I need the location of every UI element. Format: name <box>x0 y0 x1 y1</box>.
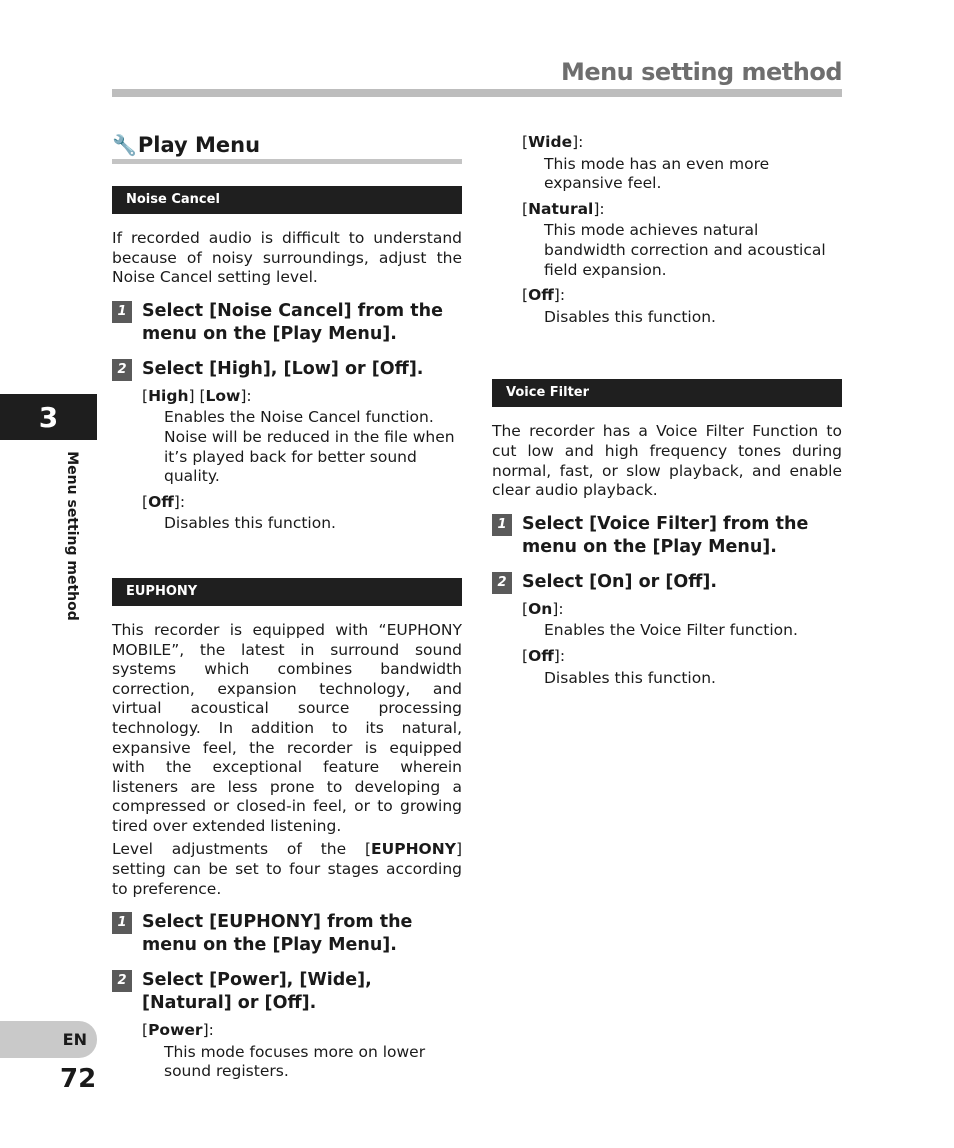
header-rule <box>112 89 842 97</box>
step-text: Select [Power], [Wide], [Natural] or [Off]. <box>142 970 372 1014</box>
page-number: 72 <box>60 1064 97 1094</box>
noise-cancel-step-1 <box>112 300 462 346</box>
step-text: Select [Noise Cancel] from the menu on the [Play Menu]. <box>142 300 443 344</box>
option-label-power: [Power]: <box>142 1021 214 1040</box>
step-number: 1 <box>112 912 132 934</box>
option-desc-power: This mode focuses more on lower sound registers. <box>164 1042 426 1081</box>
option-desc-off-vf: Disables this function. <box>544 668 716 687</box>
page-header-title: Menu setting method <box>560 58 842 86</box>
step-number: 2 <box>492 572 512 594</box>
voice-filter-intro: The recorder has a Voice Filter Function to cut low and high frequency tones during normal, fast, or slow playback, and enable clear audio playback. <box>492 422 842 500</box>
voice-filter-section-bar: Voice Filter <box>492 379 842 407</box>
option-desc-high-low: Enables the Noise Cancel function. Noise will be reduced in the file when it’s played back for better sound quality. <box>164 408 455 486</box>
euphony-step-2 <box>112 969 462 1015</box>
option-desc-wide: This mode has an even more expansive feel. <box>544 154 770 193</box>
step-number: 1 <box>112 301 132 323</box>
step-text: Select [On] or [Off]. <box>522 571 718 592</box>
step-number: 2 <box>112 970 132 992</box>
step-number: 1 <box>492 514 512 536</box>
language-tab <box>0 1021 97 1058</box>
chapter-number: 3 <box>38 400 59 434</box>
option-desc-off: Disables this function. <box>164 514 336 533</box>
option-label-on: [On]: <box>522 599 564 618</box>
voice-filter-step-1 <box>492 513 842 559</box>
euphony-section-bar: EUPHONY <box>112 578 462 606</box>
play-menu-title: Play Menu <box>137 133 261 157</box>
noise-cancel-intro: If recorded audio is difficult to understand because of noisy surroundings, adjust the Noise Cancel setting level. <box>112 229 462 287</box>
step-text: Select [EUPHONY] from the menu on the [Play Menu]. <box>142 912 413 956</box>
euphony-intro: This recorder is equipped with “EUPHONY MOBILE”, the latest in surround sound systems which combines bandwidth correction, expansion technology, and virtual acoustical source processing technology. In addition to its natural, expansive feel, the recorder is equipped with the exceptional feature wherein listeners are less prone to developing a compressed or closed-in feel, or to growing tired over extended listening. <box>112 620 462 835</box>
step-text: Select [High], [Low] or [Off]. <box>142 358 424 379</box>
option-label-off-vf: [Off]: <box>522 646 566 665</box>
voice-filter-step-2 <box>492 571 842 594</box>
play-menu-heading <box>112 133 462 164</box>
noise-cancel-step-2 <box>112 358 462 381</box>
option-label-wide: [Wide]: <box>522 133 584 151</box>
right-column <box>492 133 842 688</box>
option-desc-natural: This mode achieves natural bandwidth correction and acoustical field expansion. <box>544 221 826 279</box>
option-label-natural: [Natural]: <box>522 199 605 218</box>
chapter-tab <box>0 394 97 440</box>
language-code: EN <box>62 1030 87 1049</box>
tools-icon: 🔧 <box>112 133 134 157</box>
option-label-off: [Off]: <box>142 492 186 511</box>
option-desc-off: Disables this function. <box>544 307 716 326</box>
left-column <box>112 133 462 1082</box>
option-desc-on: Enables the Voice Filter function. <box>544 621 798 640</box>
step-text: Select [Voice Filter] from the menu on the [Play Menu]. <box>522 513 809 557</box>
step-number: 2 <box>112 359 132 381</box>
option-label-high-low: [High] [Low]: <box>142 386 252 405</box>
side-section-label: Menu setting method <box>64 451 80 621</box>
euphony-step-1 <box>112 911 462 957</box>
euphony-level-note: Level adjustments of the [EUPHONY] setting can be set to four stages according to preference. <box>112 840 462 898</box>
noise-cancel-section-bar: Noise Cancel <box>112 186 462 214</box>
option-label-off: [Off]: <box>522 286 566 305</box>
